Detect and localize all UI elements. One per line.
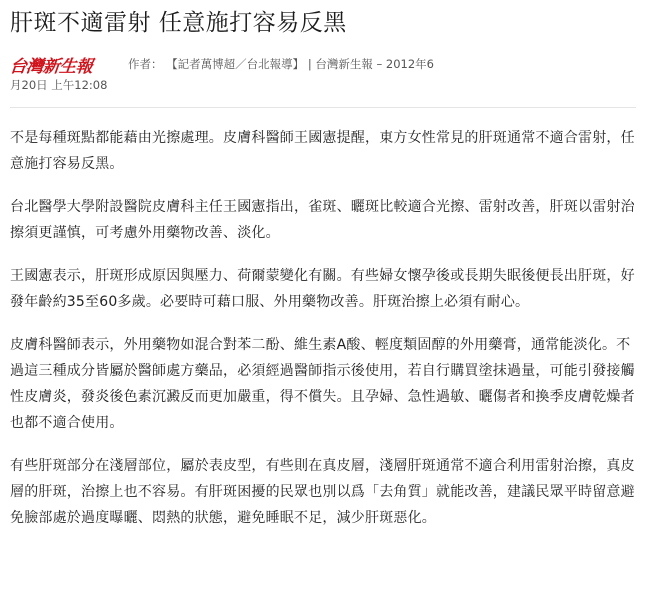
- author-name: 【記者萬博超／台北報導】: [166, 57, 305, 71]
- article-body: [10, 125, 636, 531]
- article-paragraph: 有些肝斑部分在淺層部位，屬於表皮型，有些則在真皮層，淺層肝斑通常不適合利用雷射治擦，真皮層的肝斑，治擦上也不容易。有肝斑困擾的民眾也別以爲「去角質」就能改善，建議民眾平時留意避免臉部處於過度曝曬、悶熱的狀態，避免睡眠不足，減少肝斑惡化。: [10, 458, 635, 526]
- article-paragraph: 不是每種斑點都能藉由光擦處理。皮膚科醫師王國憲提醒，東方女性常見的肝斑通常不適合雷射，任意施打容易反黑。: [10, 130, 635, 172]
- header-divider: [10, 107, 636, 108]
- publisher-logo[interactable]: 台灣新生報: [8, 56, 94, 77]
- byline: [128, 56, 434, 72]
- author-prefix: 作者：: [128, 57, 163, 71]
- article-meta: [10, 53, 636, 75]
- byline-separator: |: [307, 57, 312, 71]
- article-paragraph: 台北醫學大學附設醫院皮膚科主任王國憲指出，雀斑、曬斑比較適合光擦、雷射改善，肝斑以雷射治擦須更謹慎，可考慮外用藥物改善、淡化。: [10, 199, 635, 241]
- source-name[interactable]: 台灣新生報: [315, 57, 373, 71]
- article-paragraph: 皮膚科醫師表示，外用藥物如混合對苯二酚、維生素A酸、輕度類固醇的外用藥膏，通常能淡化。不過這三種成分皆屬於醫師處方藥品，必須經過醫師指示後使用，若自行購買塗抹過量，可能引發接觸性皮膚炎，發炎後色素沉澱反而更加嚴重，得不償失。且孕婦、急性過敏、曬傷者和換季皮膚乾燥者也都不適合使用。: [10, 337, 635, 431]
- publish-date-part1: – 2012年6: [376, 57, 434, 71]
- publish-date-part2: 月20日 上午12:08: [10, 78, 108, 92]
- article-title: 肝斑不適雷射 任意施打容易反黑: [10, 10, 347, 36]
- article-paragraph: 王國憲表示，肝斑形成原因與壓力、荷爾蒙變化有關。有些婦女懷孕後或長期失眠後便長出肝斑，好發年齡約35至60多歲。必要時可藉口服、外用藥物改善。肝斑治擦上必須有耐心。: [10, 268, 635, 310]
